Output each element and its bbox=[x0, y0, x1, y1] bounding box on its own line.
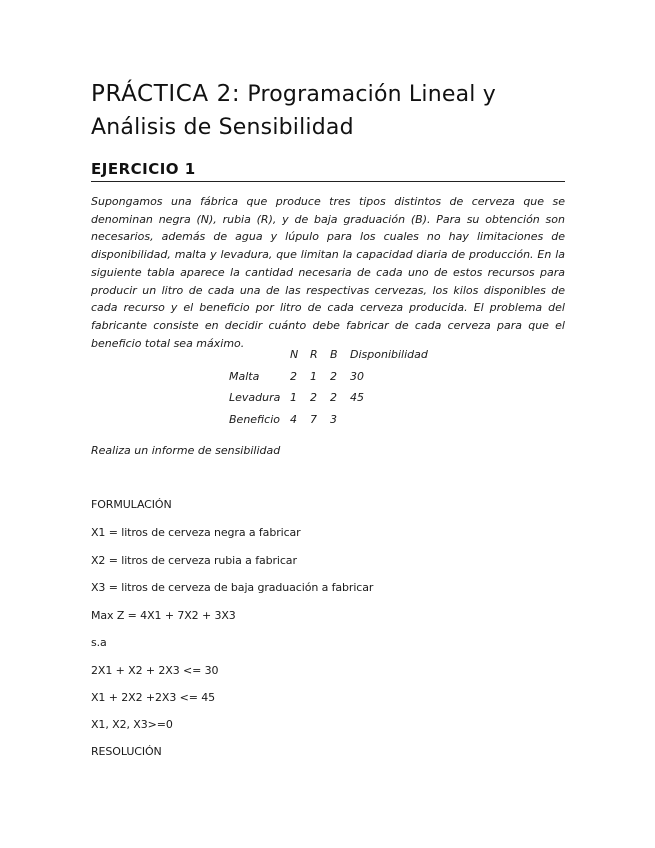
table-header-cell bbox=[229, 344, 290, 366]
table-header-cell: Disponibilidad bbox=[350, 348, 428, 362]
table-cell: 4 bbox=[290, 412, 297, 426]
nonnegativity-constraint: X1, X2, X3>=0 bbox=[91, 718, 173, 731]
table-header-row bbox=[229, 344, 428, 366]
table-row-label: Malta bbox=[229, 369, 260, 383]
formulation-heading: FORMULACIÓN bbox=[91, 498, 172, 511]
table-header-cell: N bbox=[290, 348, 299, 362]
variable-x2-definition: X2 = litros de cerveza rubia a fabricar bbox=[91, 554, 297, 567]
table-row bbox=[229, 409, 428, 431]
table-cell: 45 bbox=[350, 391, 364, 405]
table-cell: 3 bbox=[330, 412, 337, 426]
table-cell: 1 bbox=[310, 369, 317, 383]
task-instruction: Realiza un informe de sensibilidad bbox=[91, 444, 281, 457]
subject-to-label: s.a bbox=[91, 636, 107, 649]
objective-function: Max Z = 4X1 + 7X2 + 3X3 bbox=[91, 609, 236, 622]
page-title bbox=[91, 78, 565, 144]
table-row bbox=[229, 387, 428, 409]
title-rest: Programación Lineal y Análisis de Sensibilidad bbox=[91, 82, 496, 140]
table-cell bbox=[350, 409, 428, 431]
table-cell: 2 bbox=[310, 391, 317, 405]
title-prefix: PRÁCTICA 2: bbox=[91, 81, 241, 107]
table-row-label: Levadura bbox=[229, 391, 281, 405]
table-cell: 2 bbox=[330, 369, 337, 383]
table-cell: 2 bbox=[330, 391, 337, 405]
resolution-heading: RESOLUCIÓN bbox=[91, 745, 162, 758]
exercise-heading: EJERCICIO 1 bbox=[91, 160, 565, 182]
table-cell: 30 bbox=[350, 369, 364, 383]
constraint-levadura: X1 + 2X2 +2X3 <= 45 bbox=[91, 691, 216, 704]
table-row bbox=[229, 366, 428, 388]
variable-x1-definition: X1 = litros de cerveza negra a fabricar bbox=[91, 526, 301, 539]
problem-statement: Supongamos una fábrica que produce tres tipos distintos de cerveza que se denominan negra (N), rubia (R), y de baja graduación (B). Para su obtención son necesarios, además de agua y lúpulo para los cuales no hay limitaciones de disponibilidad, malta y levadura, que limitan la capacidad diaria de producción. En la siguiente tabla aparece la cantidad necesaria de cada uno de estos recursos para producir un litro de cada una de las respectivas cervezas, los kilos disponibles de cada recurso y el beneficio por litro de cada cerveza producida. El problema del fabricante consiste en decidir cuánto debe fabricar de cada cerveza para que el beneficio total sea máximo. bbox=[91, 195, 565, 350]
table-cell: 2 bbox=[290, 369, 297, 383]
resources-table bbox=[229, 344, 428, 430]
table-header-cell: R bbox=[310, 348, 318, 362]
variable-x3-definition: X3 = litros de cerveza de baja graduación a fabricar bbox=[91, 581, 374, 594]
table-header-cell: B bbox=[330, 348, 338, 362]
table-cell: 1 bbox=[290, 391, 297, 405]
constraint-malta: 2X1 + X2 + 2X3 <= 30 bbox=[91, 664, 219, 677]
table-cell: 7 bbox=[310, 412, 317, 426]
table-row-label: Beneficio bbox=[229, 412, 280, 426]
